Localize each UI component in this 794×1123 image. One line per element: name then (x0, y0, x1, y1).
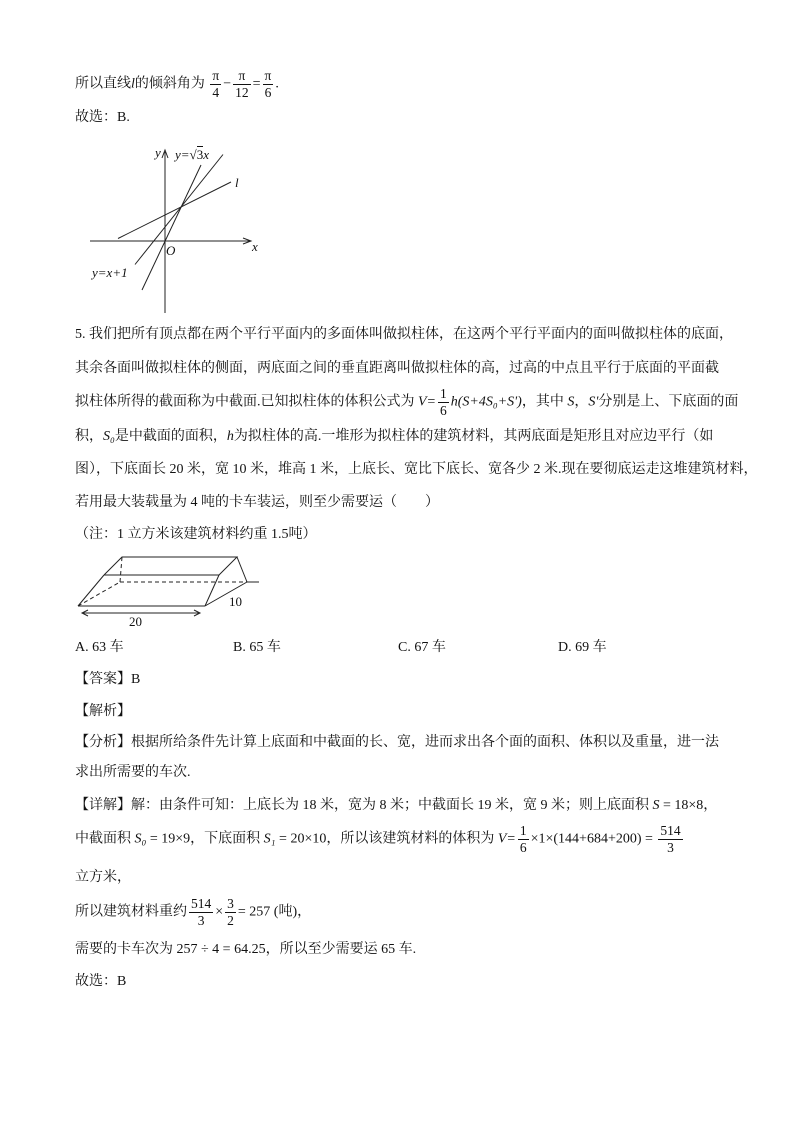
question-line-4 (75, 427, 713, 447)
question-line-1: 5. 我们把所有顶点都在两个平行平面内的多面体叫做拟柱体，在这两个平行平面内的面叫做拟柱体的底面， (75, 327, 733, 342)
analysis-heading: 【解析】 (75, 704, 131, 719)
question-text: 积， (75, 429, 103, 444)
fraction-pi-over-12 (233, 68, 251, 101)
equals-sign: = (252, 76, 261, 92)
angle-text-after: 的倾斜角为 (134, 76, 205, 92)
line-l-label: l (235, 175, 239, 190)
fraction-denominator: 3 (197, 913, 205, 928)
top-face (104, 557, 237, 575)
sqrt3-line-label (175, 148, 209, 162)
question-line-5: 图），下底面长 20 米，宽 10 米，堆高 1 米，上底长、宽比下底长、宽各少 2 米.现在要彻底运走这堆建筑材料， (75, 462, 758, 477)
question-line-2: 其余各面叫做拟柱体的侧面，两底面之间的垂直距离叫做拟柱体的高，过高的中点且平行于底面的平面截 (75, 361, 719, 376)
fraction-denominator: 2 (227, 913, 234, 928)
prev-choice-line: 故选：B. (75, 110, 130, 125)
fraction-denominator: 4 (212, 85, 220, 100)
line-l (118, 182, 231, 239)
fraction-pi-over-4 (210, 68, 221, 101)
question-text: 拟柱体所得的截面称为中截面.已知拟柱体的体积公式为 (75, 394, 415, 410)
volume-expression: ×1×(144+684+200) = (530, 831, 653, 847)
question-text: 是中截面的面积， (114, 429, 227, 444)
x-axis-label: x (252, 239, 258, 254)
volume-symbol: V= (418, 394, 436, 410)
answer-line: 【答案】B (75, 672, 141, 687)
question-line-3 (75, 386, 738, 419)
fraction-numerator: 3 (227, 896, 234, 911)
question-text: 分别是上、下底面的面 (598, 394, 739, 410)
question-text: ，其中 (521, 394, 564, 410)
weight-result: = 257 (吨)， (237, 904, 312, 920)
detail-text: = 20×10，所以该建筑材料的体积为 (279, 831, 495, 847)
detail-text: 中截面积 (75, 831, 131, 847)
fraction-volume (189, 896, 213, 929)
detail-text: = 19×9，下底面积 (149, 831, 261, 847)
fraction-numerator: 514 (191, 896, 212, 911)
option-a: A. 63 车 (75, 640, 124, 655)
fraction-density (225, 896, 236, 929)
area-symbol-s-prime: S' (588, 394, 599, 410)
y-axis-label: y (155, 145, 161, 160)
lateral-edge (237, 557, 247, 582)
sentence-end: . (275, 76, 279, 92)
analysis-line-1: 【分析】根据所给条件先计算上底面和中截面的长、宽，进而求出各个面的面积、体积以及重量，进一法 (75, 735, 719, 750)
fraction-denominator: 6 (440, 403, 447, 418)
sqrt3-line (142, 165, 201, 290)
fraction-denominator: 6 (519, 840, 527, 855)
times-sign: × (215, 904, 224, 920)
detail-line-3: 立方米， (75, 870, 131, 885)
shifted-line (135, 155, 223, 265)
option-b: B. 65 车 (233, 640, 281, 655)
area-sum-expression: (S+4S₀+S') (457, 394, 522, 410)
volume-symbol: V= (497, 831, 516, 847)
question-text: 为拟柱体的高.一堆形为拟柱体的建筑材料，其两底面是矩形且对应边平行（如 (233, 429, 714, 444)
fraction-volume-result (658, 823, 682, 856)
option-d: D. 69 车 (558, 640, 607, 655)
detail-text: 【详解】解：由条件可知：上底长为 18 米，宽为 8 米；中截面长 19 米，宽 9 米；则上底面积 (75, 798, 649, 813)
radical-sign: √ (189, 147, 197, 162)
fraction-numerator: 1 (519, 823, 527, 838)
sqrt3-prefix: y= (175, 147, 190, 162)
length-label: 20 (129, 614, 142, 629)
height-symbol: h (450, 394, 458, 410)
question-line-6: 若用最大装载量为 4 吨的卡车装运，则至少需要运（ ） (75, 495, 439, 510)
area-symbol-s: S (652, 798, 660, 813)
detail-line-1 (75, 796, 717, 816)
hidden-edge (120, 557, 122, 582)
shifted-line-label: y=x+1 (92, 265, 128, 280)
fraction-denominator: 3 (667, 840, 674, 855)
origin-label: O (166, 243, 176, 258)
lateral-edge (78, 575, 104, 606)
lateral-edge (205, 575, 219, 606)
line-l-variable: l (131, 76, 135, 92)
sqrt3-suffix: x (203, 147, 209, 162)
mid-area-symbol: S₀ (134, 831, 147, 847)
fraction-numerator: 1 (440, 386, 447, 401)
angle-text-before: 所以直线 (75, 76, 131, 92)
height-symbol: h (226, 429, 234, 444)
fraction-one-sixth (518, 823, 529, 856)
detail-text: 所以建筑材料重约 (75, 904, 187, 920)
analysis-line-2: 求出所需要的车次. (75, 765, 191, 780)
option-c: C. 67 车 (398, 640, 446, 655)
radicand: 3 (196, 147, 204, 162)
detail-line-2 (75, 823, 685, 856)
detail-line-4 (75, 896, 311, 929)
fraction-numerator: π (212, 68, 220, 83)
fraction-one-sixth (438, 386, 449, 419)
lower-area-symbol: S₁ (263, 831, 276, 847)
line-graph-figure (85, 140, 270, 320)
minus-sign: − (223, 76, 232, 92)
prismatoid-figure (70, 550, 265, 635)
comma: ， (574, 394, 589, 410)
mid-area-symbol: S₀ (103, 429, 115, 444)
detail-expression: = 18×8， (663, 798, 718, 813)
fraction-denominator: 12 (235, 85, 249, 100)
fraction-pi-over-6 (263, 68, 274, 101)
area-symbol-s: S (567, 394, 575, 410)
fraction-numerator: π (264, 68, 272, 83)
fraction-numerator: 514 (660, 823, 681, 838)
fraction-numerator: π (233, 68, 251, 85)
width-label: 10 (229, 594, 242, 609)
angle-conclusion-line (75, 68, 279, 101)
detail-line-5: 需要的卡车次为 257 ÷ 4 = 64.25，所以至少需要运 65 车. (75, 942, 417, 957)
question-note: （注：1 立方米该建筑材料约重 1.5吨） (75, 527, 317, 542)
hidden-edge (78, 582, 120, 606)
detail-line-6: 故选：B (75, 974, 127, 989)
fraction-denominator: 6 (264, 85, 272, 100)
